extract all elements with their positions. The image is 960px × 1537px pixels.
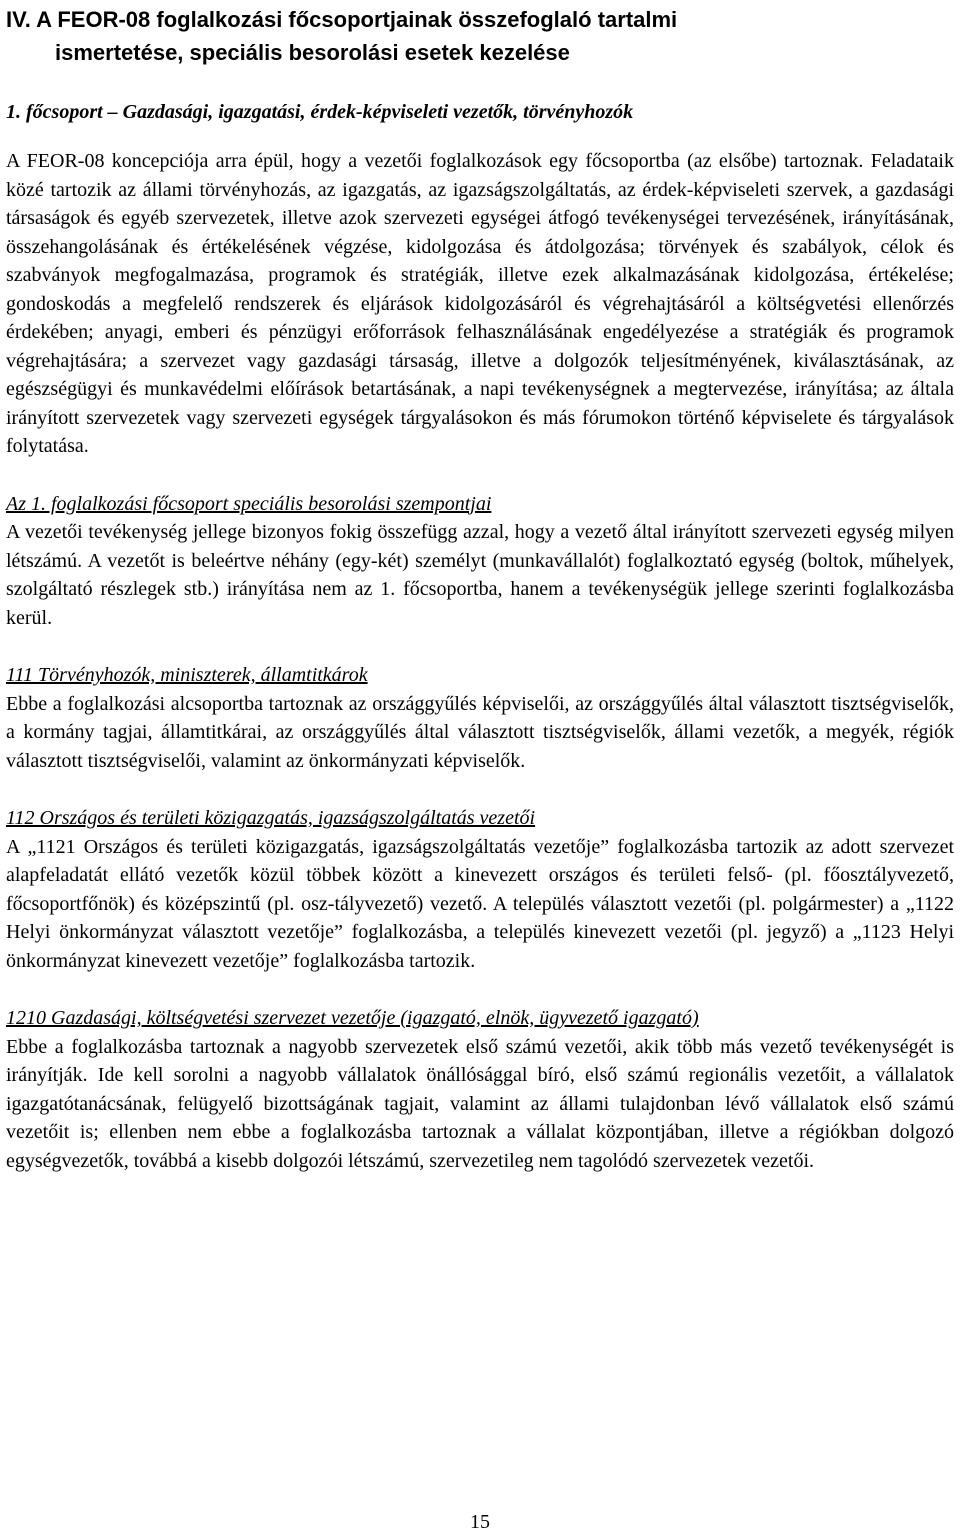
section-1210 [6,1004,954,1175]
document-page [6,0,954,1175]
section-special-criteria [6,490,954,633]
chapter-title-line1: IV. A FEOR-08 foglalkozási főcsoportjainak összefoglaló tartalmi [6,7,678,32]
section-heading: 111 Törvényhozók, miniszterek, államtitkárok [6,664,368,686]
section-heading: 112 Országos és területi közigazgatás, igazságszolgáltatás vezetői [6,807,536,829]
section-body: A vezetői tevékenység jellege bizonyos fokig összefügg azzal, hogy a vezető által irányított szervezeti egység milyen létszámú. A vezetőt is beleértve néhány (egy-két) személyt (munkavállalót) foglalkoztató egység (boltok, műhelyek, szolgáltató részlegek stb.) irányítása nem az 1. főcsoportba, hanem a tevékenységük jellege szerinti foglalkozásba kerül. [6,521,954,629]
section-heading: 1210 Gazdasági, költségvetési szervezet vezetője (igazgató, elnök, ügyvezető igazgató) [6,1007,699,1029]
section-112 [6,804,954,975]
page-number: 15 [470,1511,490,1533]
intro-paragraph: A FEOR-08 koncepciója arra épül, hogy a vezetői foglalkozások egy főcsoportba (az elsőbe) tartoznak. Feladataik közé tartozik az állami törvényhozás, az igazgatás, az igazságszolgáltatás, az érdek-képviseleti szervek, a gazdasági társaságok és egyéb szervezetek, illetve azok szervezeti egységei átfogó tevékenységei tervezésének, irányításának, összehangolásának és értékelésének végzése, kidolgozása és átdolgozása; törvények és szabályok, célok és szabványok megfogalmazása, programok és stratégiák, illetve ezek alkalmazásának kidolgozása, értékelése; gondoskodás a megfelelő rendszerek és eljárások kidolgozásáról és végrehajtásáról a költségvetési ellenőrzés érdekében; anyagi, emberi és pénzügyi erőforrások felhasználásának engedélyezése a stratégiák és programok végrehajtására; a szervezet vagy gazdasági társaság, illetve a dolgozók teljesítményének, kiválasztásának, az egészségügyi és munkavédelmi előírások betartásának, a napi tevékenységnek a megtervezése, irányítása; az általa irányított szervezetek vagy szervezeti egységek tárgyalásokon és más fórumokon történő képviselete és tárgyalások folytatása. [6,150,954,457]
section-111 [6,661,954,775]
chapter-title [6,3,954,69]
section-body: Ebbe a foglalkozásba tartoznak a nagyobb szervezetek első számú vezetői, akik több más vezető tevékenységét is irányítják. Ide kell sorolni a nagyobb vállalatok önállósággal bíró, első számú regionális vezetőit, a vállalatok igazgatótanácsának, felügyelő bizottságának tagjait, valamint az állami tulajdonban lévő vállalatok első számú vezetőit is; ellenben nem ebbe a foglalkozásba tartoznak a vállalat központjában, illetve a régiókban dolgozó egységvezetők, továbbá a kisebb dolgozói létszámú, szervezetileg nem tagolódó szervezetek vezetői. [6,1035,954,1172]
section-heading: Az 1. foglalkozási főcsoport speciális besorolási szempontjai [6,492,492,515]
group-title: 1. főcsoport – Gazdasági, igazgatási, érdek-képviseleti vezetők, törvényhozók [6,101,634,123]
section-body: A „1121 Országos és területi közigazgatás, igazságszolgáltatás vezetője” foglalkozásba tartozik az adott szervezet alapfeladatát ellátó vezetők közül többek között a kinevezett országos és területi felső- (pl. főosztályvezető, főcsoportfőnök) és középszintű (pl. osz-tályvezető) vezető. A település választott vezetői (pl. polgármester) a „1122 Helyi önkormányzat választott vezetője” foglalkozásba, a település kinevezett vezetői (pl. jegyző) a „1123 Helyi önkormányzat kinevezett vezetője” foglalkozásba tartozik. [6,835,954,972]
section-body: Ebbe a foglalkozási alcsoportba tartoznak az országgyűlés képviselői, az országgyűlés által választott tisztségviselők, a kormány tagjai, államtitkárai, az országgyűlés által választott tisztségviselők, állami vezetők, a megyék, régiók választott tisztségviselői, valamint az önkormányzati képviselők. [6,692,954,772]
chapter-title-line2: ismertetése, speciális besorolási esetek kezelése [55,40,570,65]
